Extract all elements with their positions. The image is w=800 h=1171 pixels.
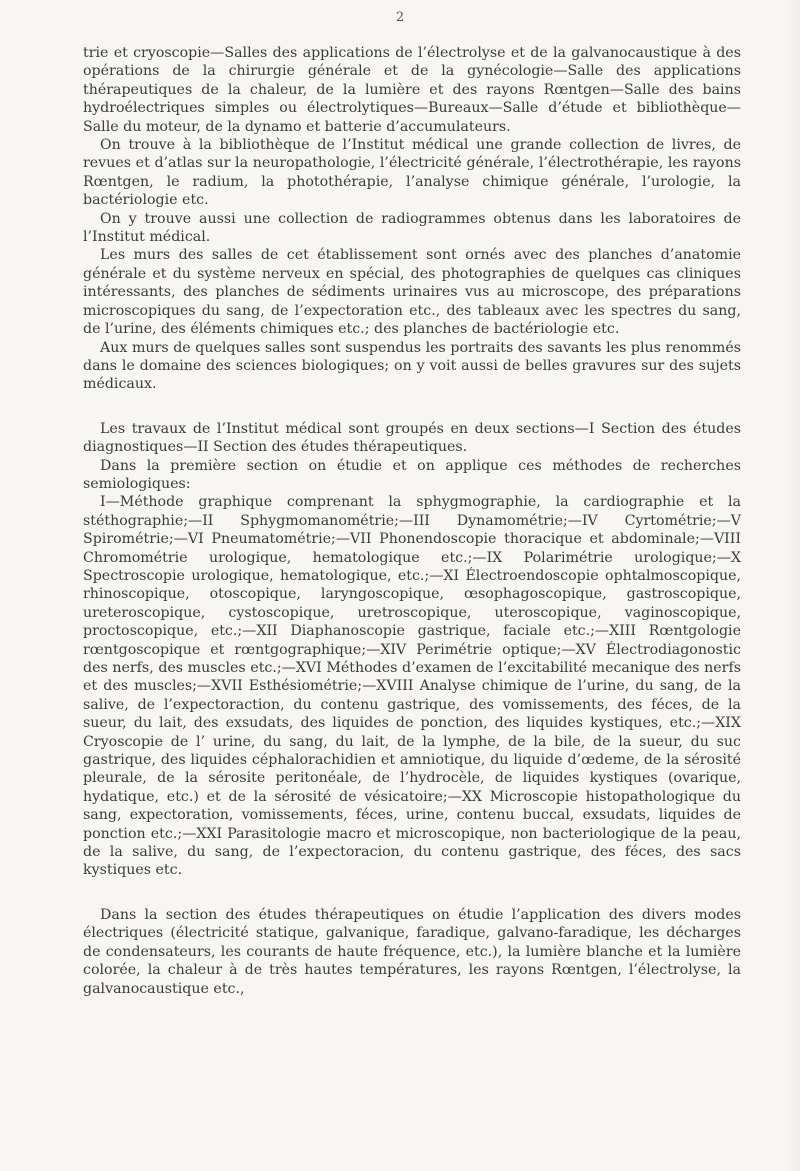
paragraph-portraits: Aux murs de quelques salles sont suspendus les portraits des savants les plus renommés dans le domaine des sciences biologiques; on y voit aussi de belles gravures sur des sujets médicaux. bbox=[83, 339, 741, 393]
paragraph-radiograms: On y trouve aussi une collection de radiogrammes obtenus dans les laboratoires de l’Institut médical. bbox=[83, 210, 741, 246]
paragraph-first-section: Dans la première section on étudie et on applique ces méthodes de recherches semiologiques: bbox=[83, 457, 741, 492]
paragraph-sections: Les travaux de l’Institut médical sont groupés en deux sections—I Section des études diagnostiques—II Section des études thérapeutiques. bbox=[83, 420, 741, 456]
text-body bbox=[83, 44, 741, 998]
paragraph-methods-list: I—Méthode graphique comprenant la sphygmographie, la cardiographie et la stéthographie;—II Sphygmomanométrie;—III Dynamométrie;—IV Cyrtométrie;—V Spirométrie;—VI Pneumatométrie;—VII Phonendoscopie thoracique et abdominale;—VIII Chromométrie urologique, hematologique etc.;—IX Polarimétrie urologique;—X Spectroscopie urologique, hematologique, etc.;—XI Électroendoscopie ophtalmoscopique, rhinoscopique, otoscopique, laryngoscopique, œsophagoscopique, gastroscopique, ureteroscopique, cystoscopique, uretroscopique, uteroscopique, vaginoscopique, proctoscopique, etc.;—XII Diaphanoscopie gastrique, faciale etc.;—XIII Rœntgologie rœntgoscopique et rœntgographique;—XIV Perimétrie optique;—XV Électrodiagonostic des nerfs, des muscles etc.;—XVI Méthodes d’examen de l’excitabilité mecanique des nerfs et des muscles;—XVII Esthésiométrie;—XVIII Analyse chimique de l’urine, du sang, de la salive, de l’expectoraction, du contenu gastrique, des vomissements, des féces, de la sueur, du lait, des exsudats, des liquides de ponction, des liquides kystiques, etc.;—XIX Cryoscopie de l’ urine, du sang, du lait, de la lymphe, de la bile, de la sueur, du suc gastrique, des liquides céphalorachidien et amniotique, du liquide d’œdeme, de la sérosité pleurale, de la sérosite peritonéale, de l’hydrocèle, de liquides kystiques (ovarique, hydatique, etc.) et de la sérosité de vésicatoire;—XX Microscopie histopathologique du sang, expectoration, vomissements, féces, urine, contenu buccal, exsudats, liquides de ponction etc.;—XXI Parasitologie macro et microscopique, non bacteriologique de la peau, de la salive, du sang, de l’expectoracion, du contenu gastrique, des féces, des sacs kystiques etc. bbox=[83, 494, 741, 879]
page-number: 2 bbox=[395, 10, 405, 25]
paragraph-therapeutic-section: Dans la section des études thérapeutiques on étudie l’application des divers modes électriques (électricité statique, galvanique, faradique, galvano-faradique, les décharges de condensateurs, les courants de haute fréquence, etc.), la lumière blanche et la lumière colorée, la chaleur à de très hautes températures, les rayons Rœntgen, l’électrolyse, la galvanocaustique etc., bbox=[83, 906, 741, 997]
paragraph-rooms-continued: trie et cryoscopie—Salles des applications de l’électrolyse et de la galvanocaustique à des opérations de la chirurgie générale et de la gynécologie—Salle des applications thérapeutiques de la chaleur, de la lumière et des rayons Rœntgen—Salle des bains hydroélectriques simples ou électrolytiques—Bureaux—Salle d’étude et bibliothèque—Salle du moteur, de la dynamo et batterie d’accumulateurs. bbox=[83, 45, 741, 135]
page-edge-shadow bbox=[786, 0, 800, 1171]
paragraph-walls: Les murs des salles de cet établissement sont ornés avec des planches d’anatomie générale et du système nerveux en spécial, des photographies de quelques cas cliniques intéressants, des planches de sédiments urinaires vus au microscope, des préparations microscopiques du sang, de l’expectoration etc., des tableaux avec les spectres du sang, de l’urine, des éléments chimiques etc.; des planches de bactériologie etc. bbox=[83, 247, 741, 338]
paragraph-library: On trouve à la bibliothèque de l’Institut médical une grande collection de livres, de revues et d’atlas sur la neuropathologie, l’électricité générale, l’électrothérapie, les rayons Rœntgen, le radium, la photothérapie, l’analyse chimique générale, l’urologie, la bactériologie etc. bbox=[83, 137, 741, 209]
